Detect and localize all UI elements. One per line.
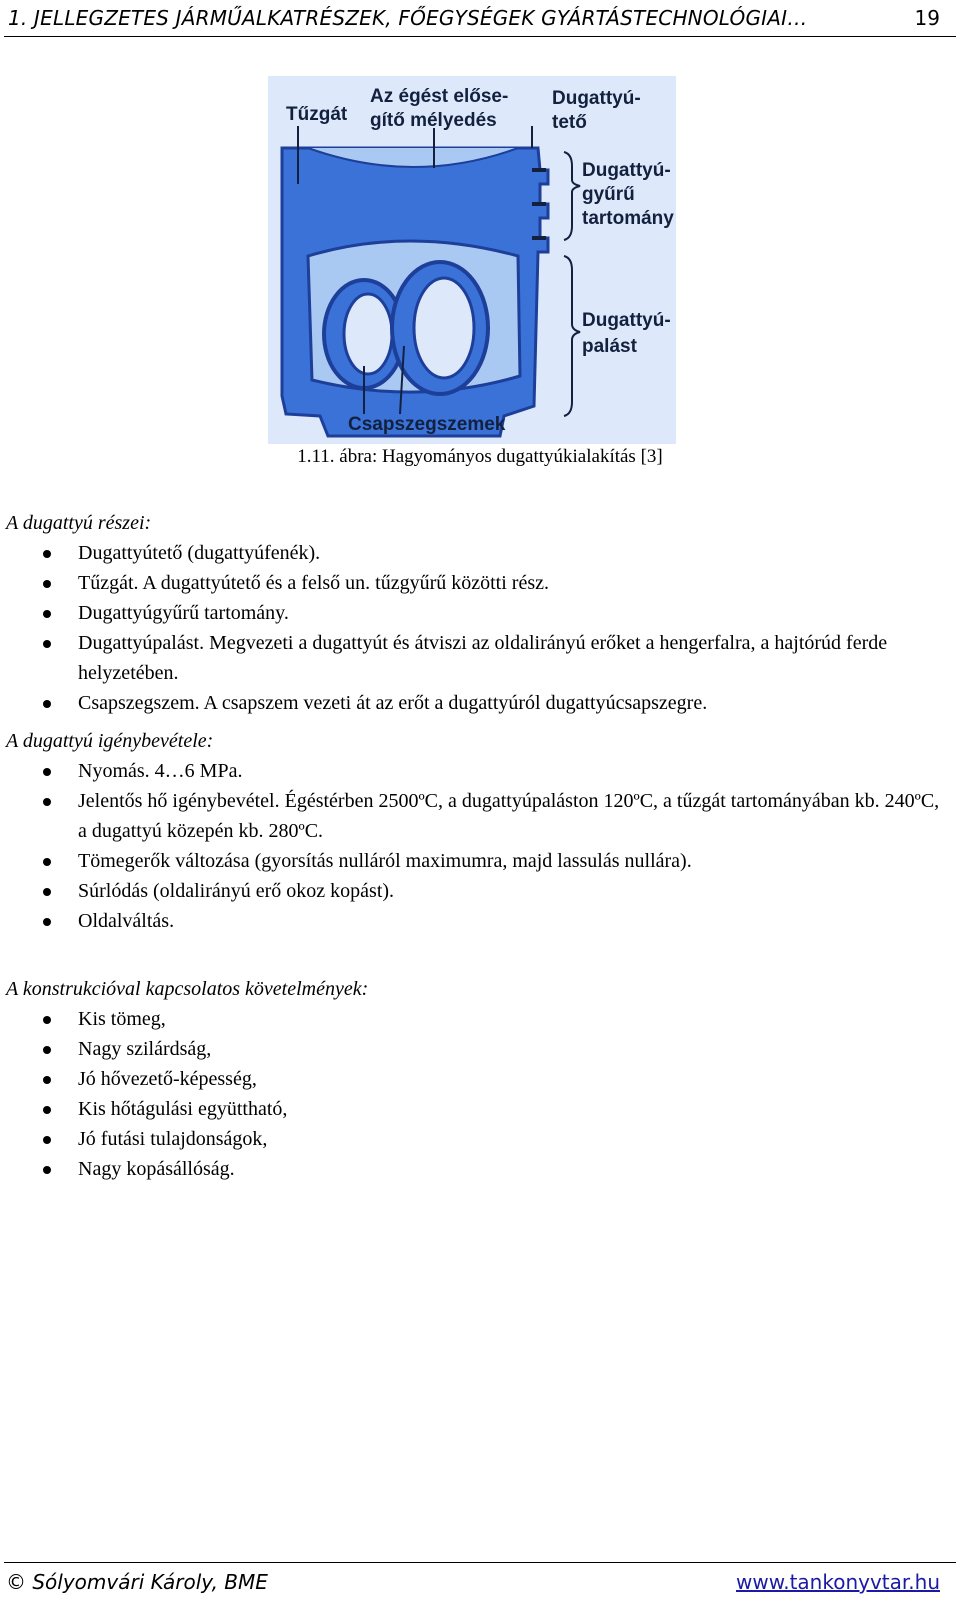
list-item: Tűzgát. A dugattyútető és a felső un. tűzgyűrű közötti rész. bbox=[6, 568, 946, 598]
page-number: 19 bbox=[914, 6, 940, 30]
pin-bore-right bbox=[414, 278, 474, 378]
list-item: Jó futási tulajdonságok, bbox=[6, 1124, 946, 1154]
list-item: Oldalváltás. bbox=[6, 906, 946, 936]
footer-divider bbox=[4, 1562, 956, 1563]
list-item: Nagy szilárdság, bbox=[6, 1034, 946, 1064]
parts-heading: A dugattyú részei: bbox=[6, 512, 152, 534]
page-header bbox=[4, 4, 956, 38]
list-item: Kis hőtágulási együttható, bbox=[6, 1094, 946, 1124]
ring-groove-3 bbox=[532, 236, 546, 240]
loads-list bbox=[6, 756, 946, 936]
list-item: Csapszegszem. A csapszem vezeti át az erőt a dugattyúról dugattyúcsapszegre. bbox=[6, 688, 946, 718]
list-item: Súrlódás (oldalirányú erő okoz kopást). bbox=[6, 876, 946, 906]
list-item: Tömegerők változása (gyorsítás nulláról maximumra, majd lassulás nullára). bbox=[6, 846, 946, 876]
label-skirt-line2: palást bbox=[582, 336, 637, 357]
label-crown-line2: tető bbox=[552, 112, 587, 133]
piston-cross-section-illustration bbox=[268, 76, 688, 444]
loads-heading: A dugattyú igénybevétele: bbox=[6, 730, 214, 752]
parts-section bbox=[6, 508, 946, 718]
list-item: Dugattyútető (dugattyúfenék). bbox=[6, 538, 946, 568]
label-skirt-line1: Dugattyú- bbox=[582, 310, 671, 331]
requirements-heading: A konstrukcióval kapcsolatos követelmények: bbox=[6, 978, 369, 1000]
label-bowl-line2: gítő mélyedés bbox=[370, 110, 497, 131]
label-ringzone-line3: tartomány bbox=[582, 208, 674, 229]
header-divider bbox=[4, 36, 956, 37]
list-item: Jelentős hő igénybevétel. Égéstérben 2500ºC, a dugattyúpaláston 120ºC, a tűzgát tartományában kb. 240ºC, a dugattyú közepén kb. 280ºC. bbox=[6, 786, 946, 846]
parts-list bbox=[6, 538, 946, 718]
pin-bore-left bbox=[344, 294, 392, 374]
list-item: Jó hővezető-képesség, bbox=[6, 1064, 946, 1094]
ring-groove-2 bbox=[532, 202, 546, 206]
list-item: Nagy kopásállóság. bbox=[6, 1154, 946, 1184]
list-item: Nyomás. 4…6 MPa. bbox=[6, 756, 946, 786]
loads-section bbox=[6, 726, 946, 936]
label-tuzgat: Tűzgát bbox=[286, 104, 348, 125]
ring-groove-1 bbox=[532, 168, 546, 172]
page-footer bbox=[4, 1562, 956, 1608]
piston-figure bbox=[268, 76, 688, 444]
requirements-section bbox=[6, 974, 946, 1184]
list-item: Kis tömeg, bbox=[6, 1004, 946, 1034]
label-ringzone-line1: Dugattyú- bbox=[582, 160, 671, 181]
label-pin-bosses: Csapszegszemek bbox=[348, 414, 506, 435]
list-item: Dugattyúgyűrű tartomány. bbox=[6, 598, 946, 628]
requirements-list bbox=[6, 1004, 946, 1184]
figure-caption: 1.11. ábra: Hagyományos dugattyúkialakítás [3] bbox=[297, 446, 663, 467]
label-ringzone-line2: gyűrű bbox=[582, 184, 635, 205]
chapter-title: 1. JELLEGZETES JÁRMŰALKATRÉSZEK, FŐEGYSÉGEK GYÁRTÁSTECHNOLÓGIAI… bbox=[8, 6, 808, 30]
label-bowl-line1: Az égést előse- bbox=[370, 86, 509, 107]
label-crown-line1: Dugattyú- bbox=[552, 88, 641, 109]
footer-author: © Sólyomvári Károly, BME bbox=[6, 1570, 268, 1594]
website-link[interactable]: www.tankonyvtar.hu bbox=[735, 1570, 940, 1594]
list-item: Dugattyúpalást. Megvezeti a dugattyút és átviszi az oldalirányú erőket a hengerfalra, a hajtórúd ferde helyzetében. bbox=[6, 628, 946, 688]
